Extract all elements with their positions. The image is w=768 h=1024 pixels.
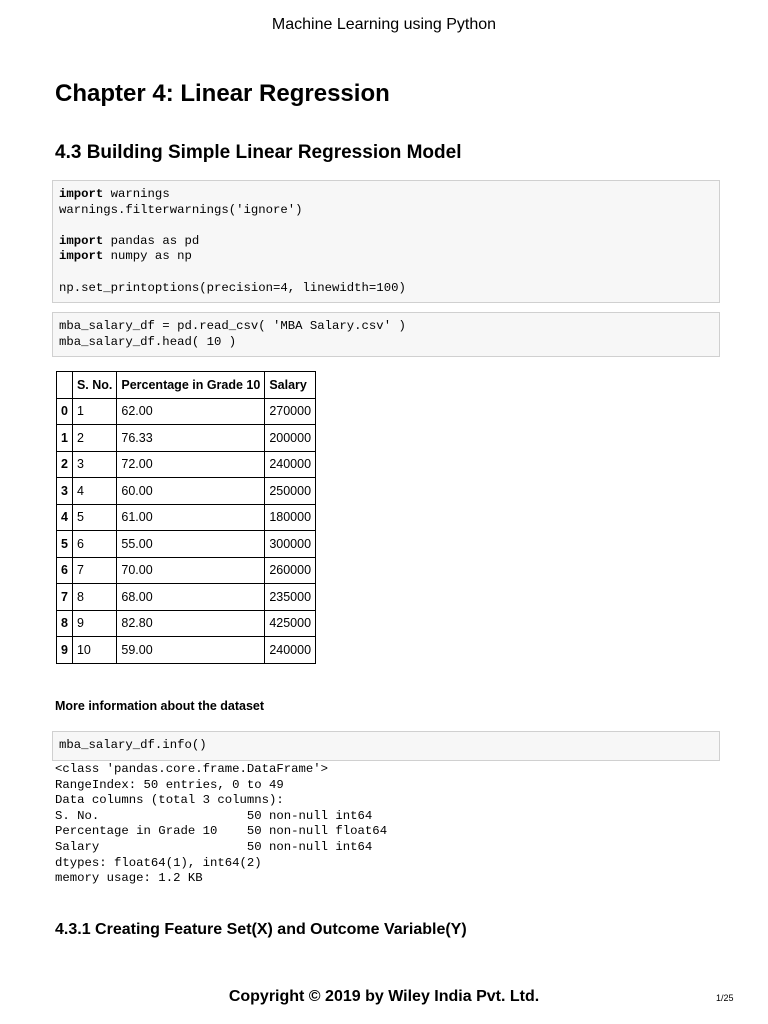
cell-percentage: 55.00: [117, 531, 265, 558]
cell-salary: 235000: [265, 584, 316, 611]
output-text: [55, 762, 387, 887]
row-index: 8: [57, 610, 73, 637]
code-cell-imports[interactable]: [52, 180, 720, 303]
table-row: [57, 610, 316, 637]
code-line: [59, 738, 713, 754]
cell-percentage: 82.80: [117, 610, 265, 637]
cell-salary: 240000: [265, 451, 316, 478]
cell-salary: 180000: [265, 504, 316, 531]
row-index: 6: [57, 557, 73, 584]
code-text: mba_salary_df.head( 10 ): [59, 334, 237, 349]
row-index: 4: [57, 504, 73, 531]
output-line: S. No. 50 non-null int64: [55, 808, 373, 823]
output-line: dtypes: float64(1), int64(2): [55, 855, 262, 870]
cell-percentage: 61.00: [117, 504, 265, 531]
footer-copyright: Copyright © 2019 by Wiley India Pvt. Ltd.: [228, 988, 540, 1005]
row-index: 7: [57, 584, 73, 611]
info-output: [55, 762, 387, 887]
output-line: Salary 50 non-null int64: [55, 839, 373, 854]
row-index: 9: [57, 637, 73, 664]
chapter-title: Chapter 4: Linear Regression: [55, 80, 390, 107]
cell-salary: 300000: [265, 531, 316, 558]
table-row: [57, 478, 316, 505]
cell-percentage: 70.00: [117, 557, 265, 584]
code-cell-read-csv[interactable]: [52, 312, 720, 357]
code-line: [59, 234, 713, 250]
code-text: mba_salary_df = pd.read_csv( 'MBA Salary.csv' ): [59, 319, 406, 333]
code-text: numpy as np: [103, 249, 192, 264]
code-cell-info[interactable]: [52, 731, 720, 761]
cell-salary: 250000: [265, 478, 316, 505]
cell-sno: 2: [72, 425, 116, 452]
table-row: [57, 531, 316, 558]
code-text: pandas as pd: [103, 233, 200, 248]
cell-percentage: 76.33: [117, 425, 265, 452]
code-text: mba_salary_df.info(): [59, 738, 207, 752]
cell-sno: 10: [72, 637, 116, 664]
cell-percentage: 68.00: [117, 584, 265, 611]
row-index: 2: [57, 451, 73, 478]
cell-percentage: 62.00: [117, 398, 265, 425]
cell-percentage: 59.00: [117, 637, 265, 664]
index-header: [57, 372, 73, 399]
output-line: Percentage in Grade 10 50 non-null float64: [55, 824, 388, 839]
cell-sno: 4: [72, 478, 116, 505]
table-row: [57, 398, 316, 425]
cell-sno: 9: [72, 610, 116, 637]
cell-salary: 425000: [265, 610, 316, 637]
code-block: [59, 738, 713, 754]
output-line: Data columns (total 3 columns):: [55, 793, 284, 808]
cell-salary: 240000: [265, 637, 316, 664]
output-line: memory usage: 1.2 KB: [55, 871, 203, 886]
table-header-row: [57, 372, 316, 399]
table-row: [57, 451, 316, 478]
cell-sno: 6: [72, 531, 116, 558]
dataset-info-note: More information about the dataset: [55, 699, 265, 713]
table-row: [57, 504, 316, 531]
table-row: [57, 557, 316, 584]
code-block: [59, 319, 713, 350]
page-number: 1/25: [716, 993, 734, 1003]
page-header: Machine Learning using Python: [271, 16, 497, 33]
code-block: [59, 187, 713, 296]
cell-sno: 5: [72, 504, 116, 531]
row-index: 5: [57, 531, 73, 558]
table-row: [57, 425, 316, 452]
code-text: warnings.filterwarnings('ignore'): [59, 202, 303, 217]
row-index: 0: [57, 398, 73, 425]
row-index: 3: [57, 478, 73, 505]
cell-percentage: 60.00: [117, 478, 265, 505]
cell-salary: 260000: [265, 557, 316, 584]
code-text: np.set_printoptions(precision=4, linewidth=100): [59, 280, 406, 295]
code-keyword: import: [59, 233, 104, 248]
output-line: <class 'pandas.core.frame.DataFrame'>: [55, 762, 329, 776]
code-line: [59, 335, 713, 351]
code-line: [59, 265, 713, 281]
cell-sno: 1: [72, 398, 116, 425]
output-line: RangeIndex: 50 entries, 0 to 49: [55, 777, 284, 792]
code-line: [59, 319, 713, 335]
cell-sno: 7: [72, 557, 116, 584]
code-keyword: import: [59, 187, 104, 201]
code-keyword: import: [59, 249, 104, 264]
cell-salary: 200000: [265, 425, 316, 452]
code-line: [59, 218, 713, 234]
cell-percentage: 72.00: [117, 451, 265, 478]
column-header: Percentage in Grade 10: [117, 372, 265, 399]
column-header: S. No.: [72, 372, 116, 399]
cell-salary: 270000: [265, 398, 316, 425]
code-line: [59, 203, 713, 219]
code-line: [59, 281, 713, 297]
subsection-title: 4.3.1 Creating Feature Set(X) and Outcome Variable(Y): [55, 921, 467, 938]
column-header: Salary: [265, 372, 316, 399]
section-title: 4.3 Building Simple Linear Regression Model: [55, 142, 462, 163]
row-index: 1: [57, 425, 73, 452]
cell-sno: 8: [72, 584, 116, 611]
code-line: [59, 187, 713, 203]
cell-sno: 3: [72, 451, 116, 478]
code-line: [59, 249, 713, 265]
table-row: [57, 637, 316, 664]
table-row: [57, 584, 316, 611]
dataframe-table: [56, 371, 316, 664]
code-text: warnings: [103, 187, 170, 201]
